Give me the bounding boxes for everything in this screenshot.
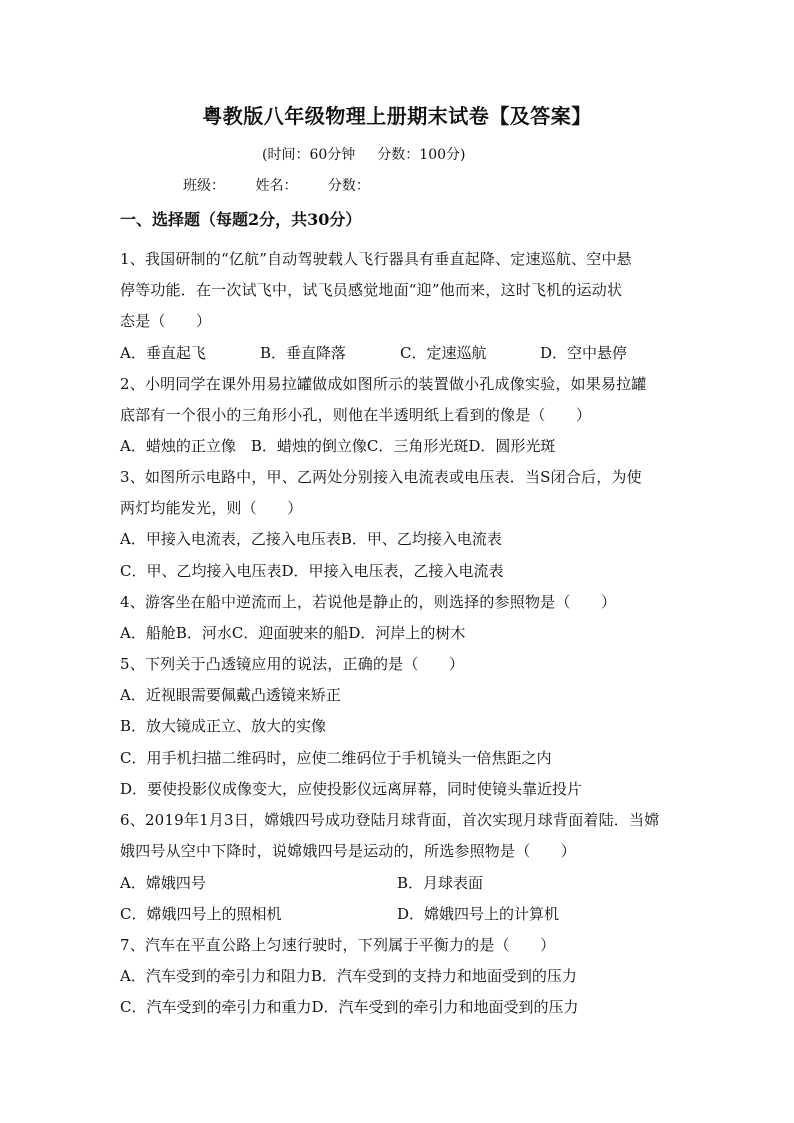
- option-c: C．嫦娥四号上的照相机: [120, 905, 282, 923]
- time-label: (时间：60分钟: [262, 147, 356, 163]
- question-5-option-c: C．用手机扫描二维码时，应使二维码位于手机镜头一倍焦距之内: [120, 749, 552, 767]
- student-info: [183, 175, 396, 195]
- option-d: D．空中悬停: [540, 344, 628, 362]
- exam-meta: [262, 144, 487, 164]
- question-2-line-2: 底部有一个很小的三角形小孔，则他在半透明纸上看到的像是（ ）: [120, 406, 592, 424]
- question-1-line-3: 态是（ ）: [120, 312, 212, 330]
- question-6-line-2: 娥四号从空中下降时，说嫦娥四号是运动的，所选参照物是（ ）: [120, 842, 577, 860]
- exam-title: 粤教版八年级物理上册期末试卷【及答案】: [202, 104, 592, 128]
- option-c: C．定速巡航: [400, 344, 487, 362]
- question-3-option-line-1: A．甲接入电流表，乙接入电压表B．甲、乙均接入电流表: [120, 530, 502, 548]
- question-6-line-1: 6、2019年1月3日，嫦娥四号成功登陆月球背面，首次实现月球背面着陆．当嫦: [120, 811, 660, 829]
- option-b: B．月球表面: [397, 874, 484, 892]
- option-b: B．垂直降落: [260, 344, 347, 362]
- question-3-line-2: 两灯均能发光，则（ ）: [120, 499, 303, 517]
- question-6-options-row-1: [120, 872, 674, 893]
- question-2-line-1: 2、小明同学在课外用易拉罐做成如图所示的装置做小孔成像实验，如果易拉罐: [120, 375, 647, 393]
- class-label: 班级：: [183, 178, 225, 194]
- question-1-line-1: 1、我国研制的“亿航”自动驾驶载人飞行器具有垂直起降、定速巡航、空中悬: [120, 250, 632, 268]
- question-4-options: A．船舱B．河水C．迎面驶来的船D．河岸上的树木: [120, 624, 466, 642]
- score-label: 分数：100分): [377, 147, 466, 163]
- question-3-line-1: 3、如图所示电路中，甲、乙两处分别接入电流表或电压表．当S闭合后，为使: [120, 468, 642, 486]
- question-7-line-1: 7、汽车在平直公路上匀速行驶时，下列属于平衡力的是（ ）: [120, 936, 556, 954]
- question-5-option-b: B．放大镜成正立、放大的实像: [120, 717, 327, 735]
- question-5-option-a: A．近视眼需要佩戴凸透镜来矫正: [120, 686, 341, 704]
- question-2-options: A．蜡烛的正立像 B．蜡烛的倒立像C．三角形光斑D．圆形光斑: [120, 437, 556, 455]
- points-label: 分数：: [327, 178, 370, 194]
- option-a: A．垂直起飞: [120, 344, 206, 362]
- question-4-line-1: 4、游客坐在船中逆流而上，若说他是静止的，则选择的参照物是（ ）: [120, 593, 617, 611]
- section-heading: 一、选择题（每题2分，共30分）: [120, 210, 362, 229]
- question-1-line-2: 停等功能．在一次试飞中，试飞员感觉地面“迎”他而来，这时飞机的运动状: [120, 281, 623, 299]
- question-5-line-1: 5、下列关于凸透镜应用的说法，正确的是（ ）: [120, 655, 465, 673]
- question-1-options: [120, 342, 680, 363]
- question-6-options-row-2: [120, 903, 674, 924]
- question-5-option-d: D．要使投影仪成像变大，应使投影仪远离屏幕，同时使镜头靠近投片: [120, 780, 583, 798]
- name-label: 姓名：: [255, 178, 298, 194]
- option-a: A．嫦娥四号: [120, 874, 206, 892]
- option-d: D．嫦娥四号上的计算机: [397, 905, 560, 923]
- question-7-option-line-1: A．汽车受到的牵引力和阻力B．汽车受到的支持力和地面受到的压力: [120, 967, 577, 985]
- question-3-option-line-2: C．甲、乙均接入电压表D．甲接入电压表，乙接入电流表: [120, 562, 504, 580]
- question-7-option-line-2: C．汽车受到的牵引力和重力D．汽车受到的牵引力和地面受到的压力: [120, 998, 579, 1016]
